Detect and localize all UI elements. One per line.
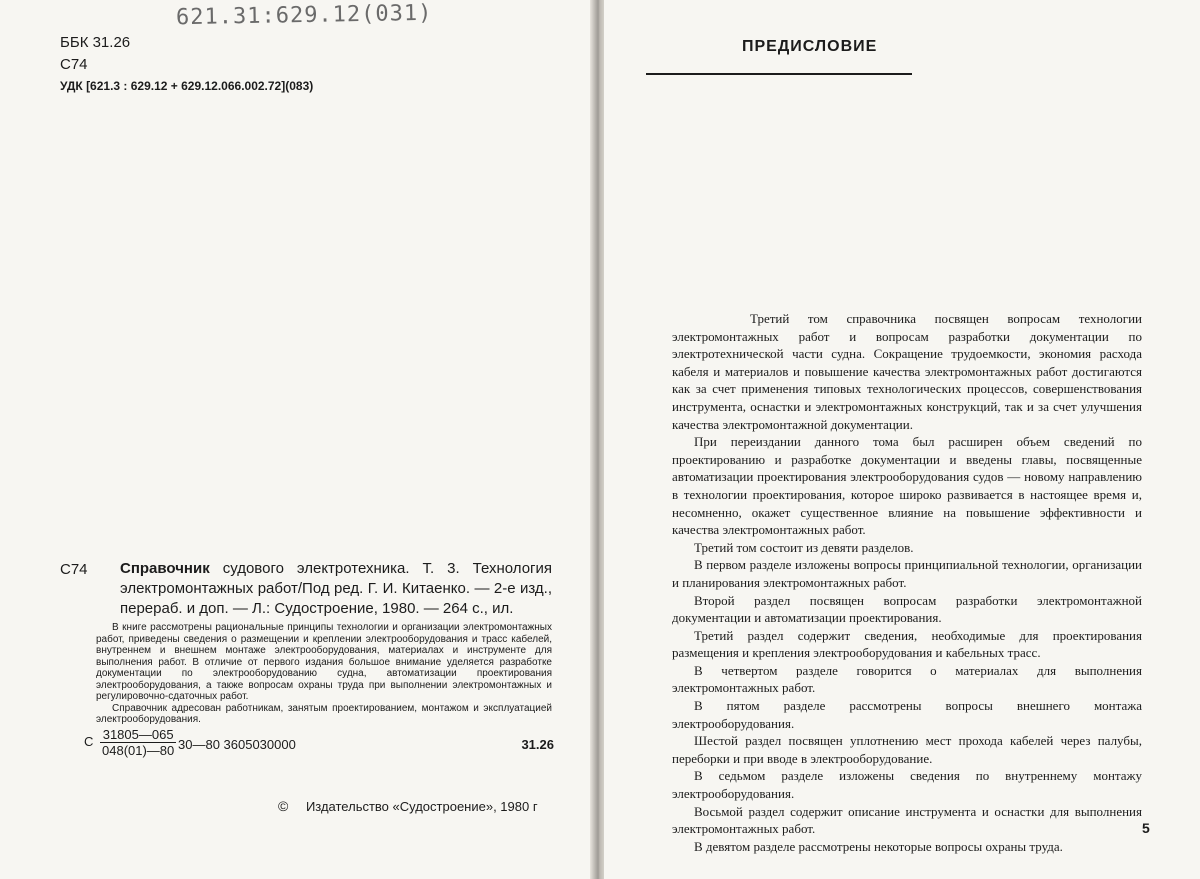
bibliographic-citation xyxy=(120,559,552,619)
price-code: 30—80 3605030000 xyxy=(178,737,296,752)
preface-paragraph: Восьмой раздел содержит описание инструмента и оснастки для выполнения электромонтажных работ. xyxy=(672,803,1142,837)
price-denominator: 048(01)—80 xyxy=(102,743,175,758)
preface-paragraph: Третий том справочника посвящен вопросам технологии электромонтажных работ и вопросам разработки документации по электротехнической части судна. Сокращение трудоемкости, экономия расхода кабеля и материалов и повышение качества электромонтажных работ достигаются как за счет применения типовых технологических процессов, совершенствования инструмента, оснастки и электромонтажных конструкций, так и за счет улучшения качества электромонтажной документации. xyxy=(672,311,1142,432)
citation-text: судового электротехника. Т. 3. Технология электромонтажных работ/Под ред. Г. И. Китаенко. — 2-е изд., перераб. и доп. — Л.: Судостроение, 1980. — 264 с., ил. xyxy=(120,560,553,617)
preface-paragraph: В девятом разделе рассмотрены некоторые вопросы охраны труда. xyxy=(694,838,1063,854)
preface-text xyxy=(672,310,1142,855)
publisher-line xyxy=(278,798,538,814)
price-fraction xyxy=(100,727,176,758)
annotation-paragraph: В книге рассмотрены рациональные принципы технологии и организации электромонтажных работ, приведены сведения о размещении и креплении электрооборудования и трасс кабелей, внутреннем и внешнем монтаже электрооборудования, материалах и инструменте для выполнения работ. В отличие от первого издания большое внимание уделяется разработке документации по электрооборудованию судна, автоматизации проектирования электрооборудования, а также вопросам охраны труда при выполнении электромонтажных и регулировочно-сдаточных работ. xyxy=(96,622,552,702)
annotation-paragraph: Справочник адресован работникам, занятым проектированием, монтажом и эксплуатацией электрооборудования. xyxy=(96,702,552,725)
copyright-icon: © xyxy=(278,798,289,814)
preface-paragraph: Третий том состоит из девяти разделов. xyxy=(694,539,914,555)
price-numerator: 31805—065 xyxy=(100,727,176,743)
price-letter: С xyxy=(84,734,94,749)
preface-paragraph: В пятом разделе рассмотрены вопросы внешнего монтажа электрооборудования. xyxy=(672,698,1142,731)
preface-paragraph: При переиздании данного тома был расширен объем сведений по проектированию и разработке документации и введены главы, посвященные автоматизации проектирования электрооборудования судов — новому направлению в технологии проектирования, которое широко развивается в настоящее время и, несомненно, окажет существенное влияние на повышение эффективности и качества электромонтажных работ. xyxy=(672,434,1142,538)
citation-title: Справочник xyxy=(120,560,210,577)
book-annotation xyxy=(96,622,552,726)
price-line xyxy=(84,727,554,759)
price-index: 31.26 xyxy=(521,737,554,752)
preface-paragraph: Шестой раздел посвящен уплотнению мест прохода кабелей через палубы, переборки и при вводе в электрооборудование. xyxy=(672,733,1142,766)
left-page xyxy=(0,0,594,879)
preface-paragraph: Второй раздел посвящен вопросам разработки электромонтажной документации и автоматизации проектирования. xyxy=(672,592,1142,626)
preface-paragraph: Третий раздел содержит сведения, необходимые для проектирования размещения и крепления электрооборудования и кабельных трасс. xyxy=(672,627,1142,661)
page-title: ПРЕДИСЛОВИЕ xyxy=(742,38,878,55)
publisher-text: Издательство «Судостроение», 1980 г xyxy=(305,799,538,814)
udk-code: УДК [621.3 : 629.12 + 629.12.066.002.72](083) xyxy=(60,79,314,93)
citation-code: С74 xyxy=(60,561,88,578)
author-code: С74 xyxy=(60,56,88,73)
bbk-code: ББК 31.26 xyxy=(60,34,131,51)
preface-paragraph: В седьмом разделе изложены сведения по внутреннему монтажу электрооборудования. xyxy=(672,768,1142,802)
title-rule xyxy=(646,73,912,75)
page-number: 5 xyxy=(1142,820,1150,836)
preface-paragraph: В четвертом разделе говорится о материалах для выполнения электромонтажных работ. xyxy=(672,662,1142,696)
handwritten-udc-code: 621.31:629.12(031) xyxy=(175,0,433,31)
preface-paragraph: В первом разделе изложены вопросы принципиальной технологии, организации и планирования электромонтажных работ. xyxy=(672,557,1142,590)
